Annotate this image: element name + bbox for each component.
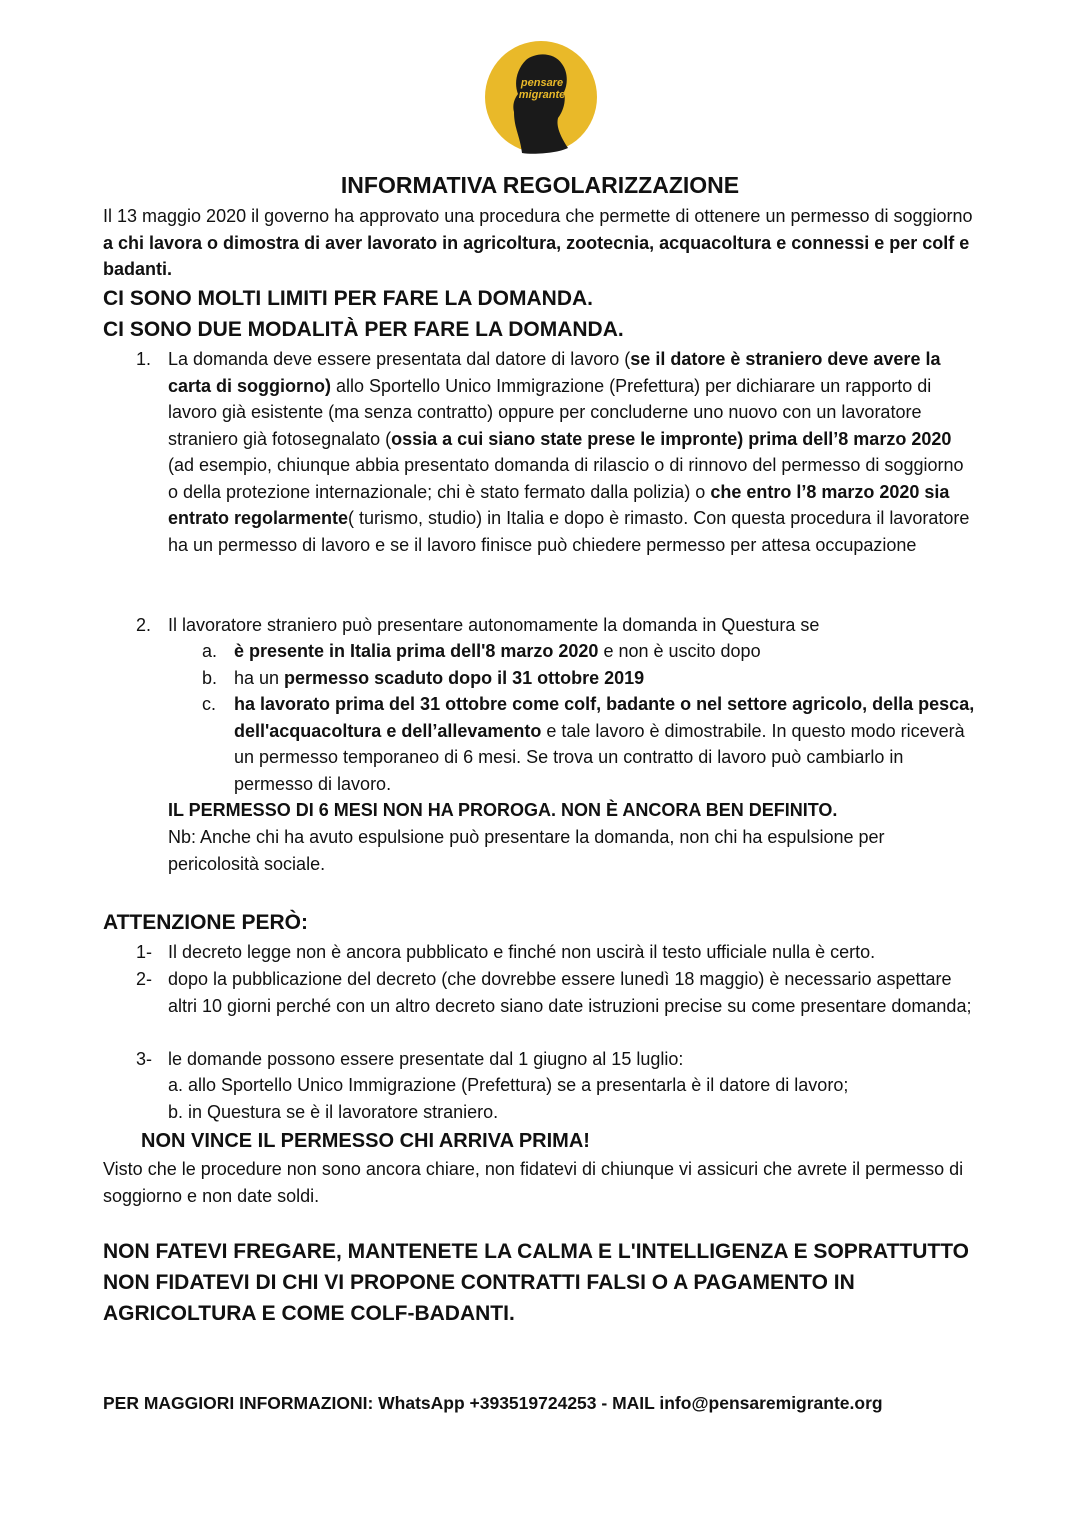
item-2a-letter: a.: [202, 641, 218, 661]
advice-paragraph: Visto che le procedure non sono ancora chiare, non fidatevi di chiunque vi assicuri che avrete il permesso di soggiorno e non date soldi.: [103, 1159, 964, 1206]
item-1-text-part4: ( turismo, studio) in Italia e dopo è rimasto. Con questa procedura il lavoratore ha un permesso di lavoro e se il lavoro finisce può chiedere permesso per attesa occupazione: [168, 508, 970, 555]
item-1-text-part3: (ad esempio, chiunque abbia presentato domanda di rilascio o di rinnovo del permesso di soggiorno o della protezione internazionale; chi è stato fermato dalla polizia) o: [168, 455, 964, 502]
intro-bold-text: a chi lavora o dimostra di aver lavorato in agricoltura, zootecnia, acquacoltura e connessi e per colf e badanti.: [103, 232, 970, 279]
item-1-bold-part3: che entro l’8 marzo 2020 sia entrato regolarmente: [168, 481, 950, 528]
intro-paragraph: [103, 203, 983, 283]
item-1-bold-part1: se il datore è straniero deve avere la carta di soggiorno): [168, 349, 941, 396]
attention-sub-b: b. in Questura se è il lavoratore straniero.: [168, 1102, 499, 1122]
page-title: INFORMATIVA REGOLARIZZAZIONE: [340, 172, 740, 198]
pensare-migrante-logo: [484, 40, 598, 154]
item-2b-bold: permesso scaduto dopo il 31 ottobre 2019: [284, 668, 645, 688]
intro-text: Il 13 maggio 2020 il governo ha approvato una procedura che permette di ottenere un permesso di soggiorno: [103, 206, 973, 226]
item-2c-text: [234, 691, 979, 797]
item-1-text-part2: allo Sportello Unico Immigrazione (Prefettura) per dichiarare un rapporto di lavoro già esistente (ma senza contratto) oppure per concluderne uno nuovo con un lavoratore straniero già fotosegnalato (: [168, 375, 932, 449]
item-2a-rest: e non è uscito dopo: [598, 641, 761, 661]
attention-item-2-text: dopo la pubblicazione del decreto (che dovrebbe essere lunedì 18 maggio) è necessario aspettare altri 10 giorni perché con un altro decreto siano date istruzioni precise su come presentare domanda;: [168, 969, 972, 1016]
headline-modalities: CI SONO DUE MODALITÀ PER FARE LA DOMANDA.: [103, 318, 624, 341]
item-2c-rest: e tale lavoro è dimostrabile. In questo modo riceverà un permesso temporaneo di 6 mesi. Se trova un contratto di lavoro può cambiarlo in permesso di lavoro.: [234, 720, 965, 794]
item-2c-bold: ha lavorato prima del 31 ottobre come colf, badante o nel settore agricolo, della pesca, dell'acquacoltura e dell’allevamento: [234, 694, 975, 741]
nb-note: Nb: Anche chi ha avuto espulsione può presentare la domanda, non chi ha espulsione per pericolosità sociale.: [168, 827, 885, 874]
attention-item-1-text: Il decreto legge non è ancora pubblicato e finché non uscirà il testo ufficiale nulla è certo.: [168, 942, 876, 962]
item-1-text: [168, 346, 978, 558]
no-first-come-heading: NON VINCE IL PERMESSO CHI ARRIVA PRIMA!: [141, 1130, 590, 1152]
attention-sub-a: a. allo Sportello Unico Immigrazione (Prefettura) se a presentarla è il datore di lavoro;: [168, 1075, 849, 1095]
item-1-bold-part2: ossia a cui siano state prese le impronte) prima dell’8 marzo 2020: [391, 428, 952, 449]
attention-item-3-number: 3-: [136, 1049, 153, 1069]
item-2b-text: [234, 665, 979, 692]
item-2c-letter: c.: [202, 694, 217, 714]
logo-emblem: [484, 40, 598, 154]
item-2-text: Il lavoratore straniero può presentare autonomamente la domanda in Questura se: [168, 615, 820, 635]
item-2a-text: [234, 638, 979, 665]
attention-item-1-number: 1-: [136, 942, 153, 962]
attention-item-2-number: 2-: [136, 969, 153, 989]
item-1-text-part1: La domanda deve essere presentata dal datore di lavoro (: [168, 349, 631, 369]
attention-item-3-text: le domande possono essere presentate dal 1 giugno al 15 luglio:: [168, 1049, 684, 1069]
logo-text-line2: migrante: [518, 89, 566, 101]
item-2-number: 2.: [136, 615, 152, 635]
contact-info-footer: PER MAGGIORI INFORMAZIONI: WhatsApp +393519724253 - MAIL info@pensaremigrante.org: [103, 1393, 883, 1413]
item-2b-lead: ha un: [234, 668, 285, 688]
final-warning: NON FATEVI FREGARE, MANTENETE LA CALMA E L'INTELLIGENZA E SOPRATTUTTO NON FIDATEVI DI CHI VI PROPONE CONTRATTI FALSI O A PAGAMENTO IN AGRICOLTURA E COME COLF-BADANTI.: [103, 1240, 969, 1325]
item-1-number: 1.: [136, 349, 152, 369]
six-month-permit-warning: IL PERMESSO DI 6 MESI NON HA PROROGA. NON È ANCORA BEN DEFINITO.: [168, 800, 838, 820]
logo-text-line1: pensare: [520, 77, 564, 89]
headline-limits: CI SONO MOLTI LIMITI PER FARE LA DOMANDA.: [103, 287, 593, 310]
attention-heading: ATTENZIONE PERÒ:: [103, 911, 308, 934]
item-2a-bold: è presente in Italia prima dell'8 marzo 2020: [234, 641, 599, 661]
item-2b-letter: b.: [202, 668, 218, 688]
